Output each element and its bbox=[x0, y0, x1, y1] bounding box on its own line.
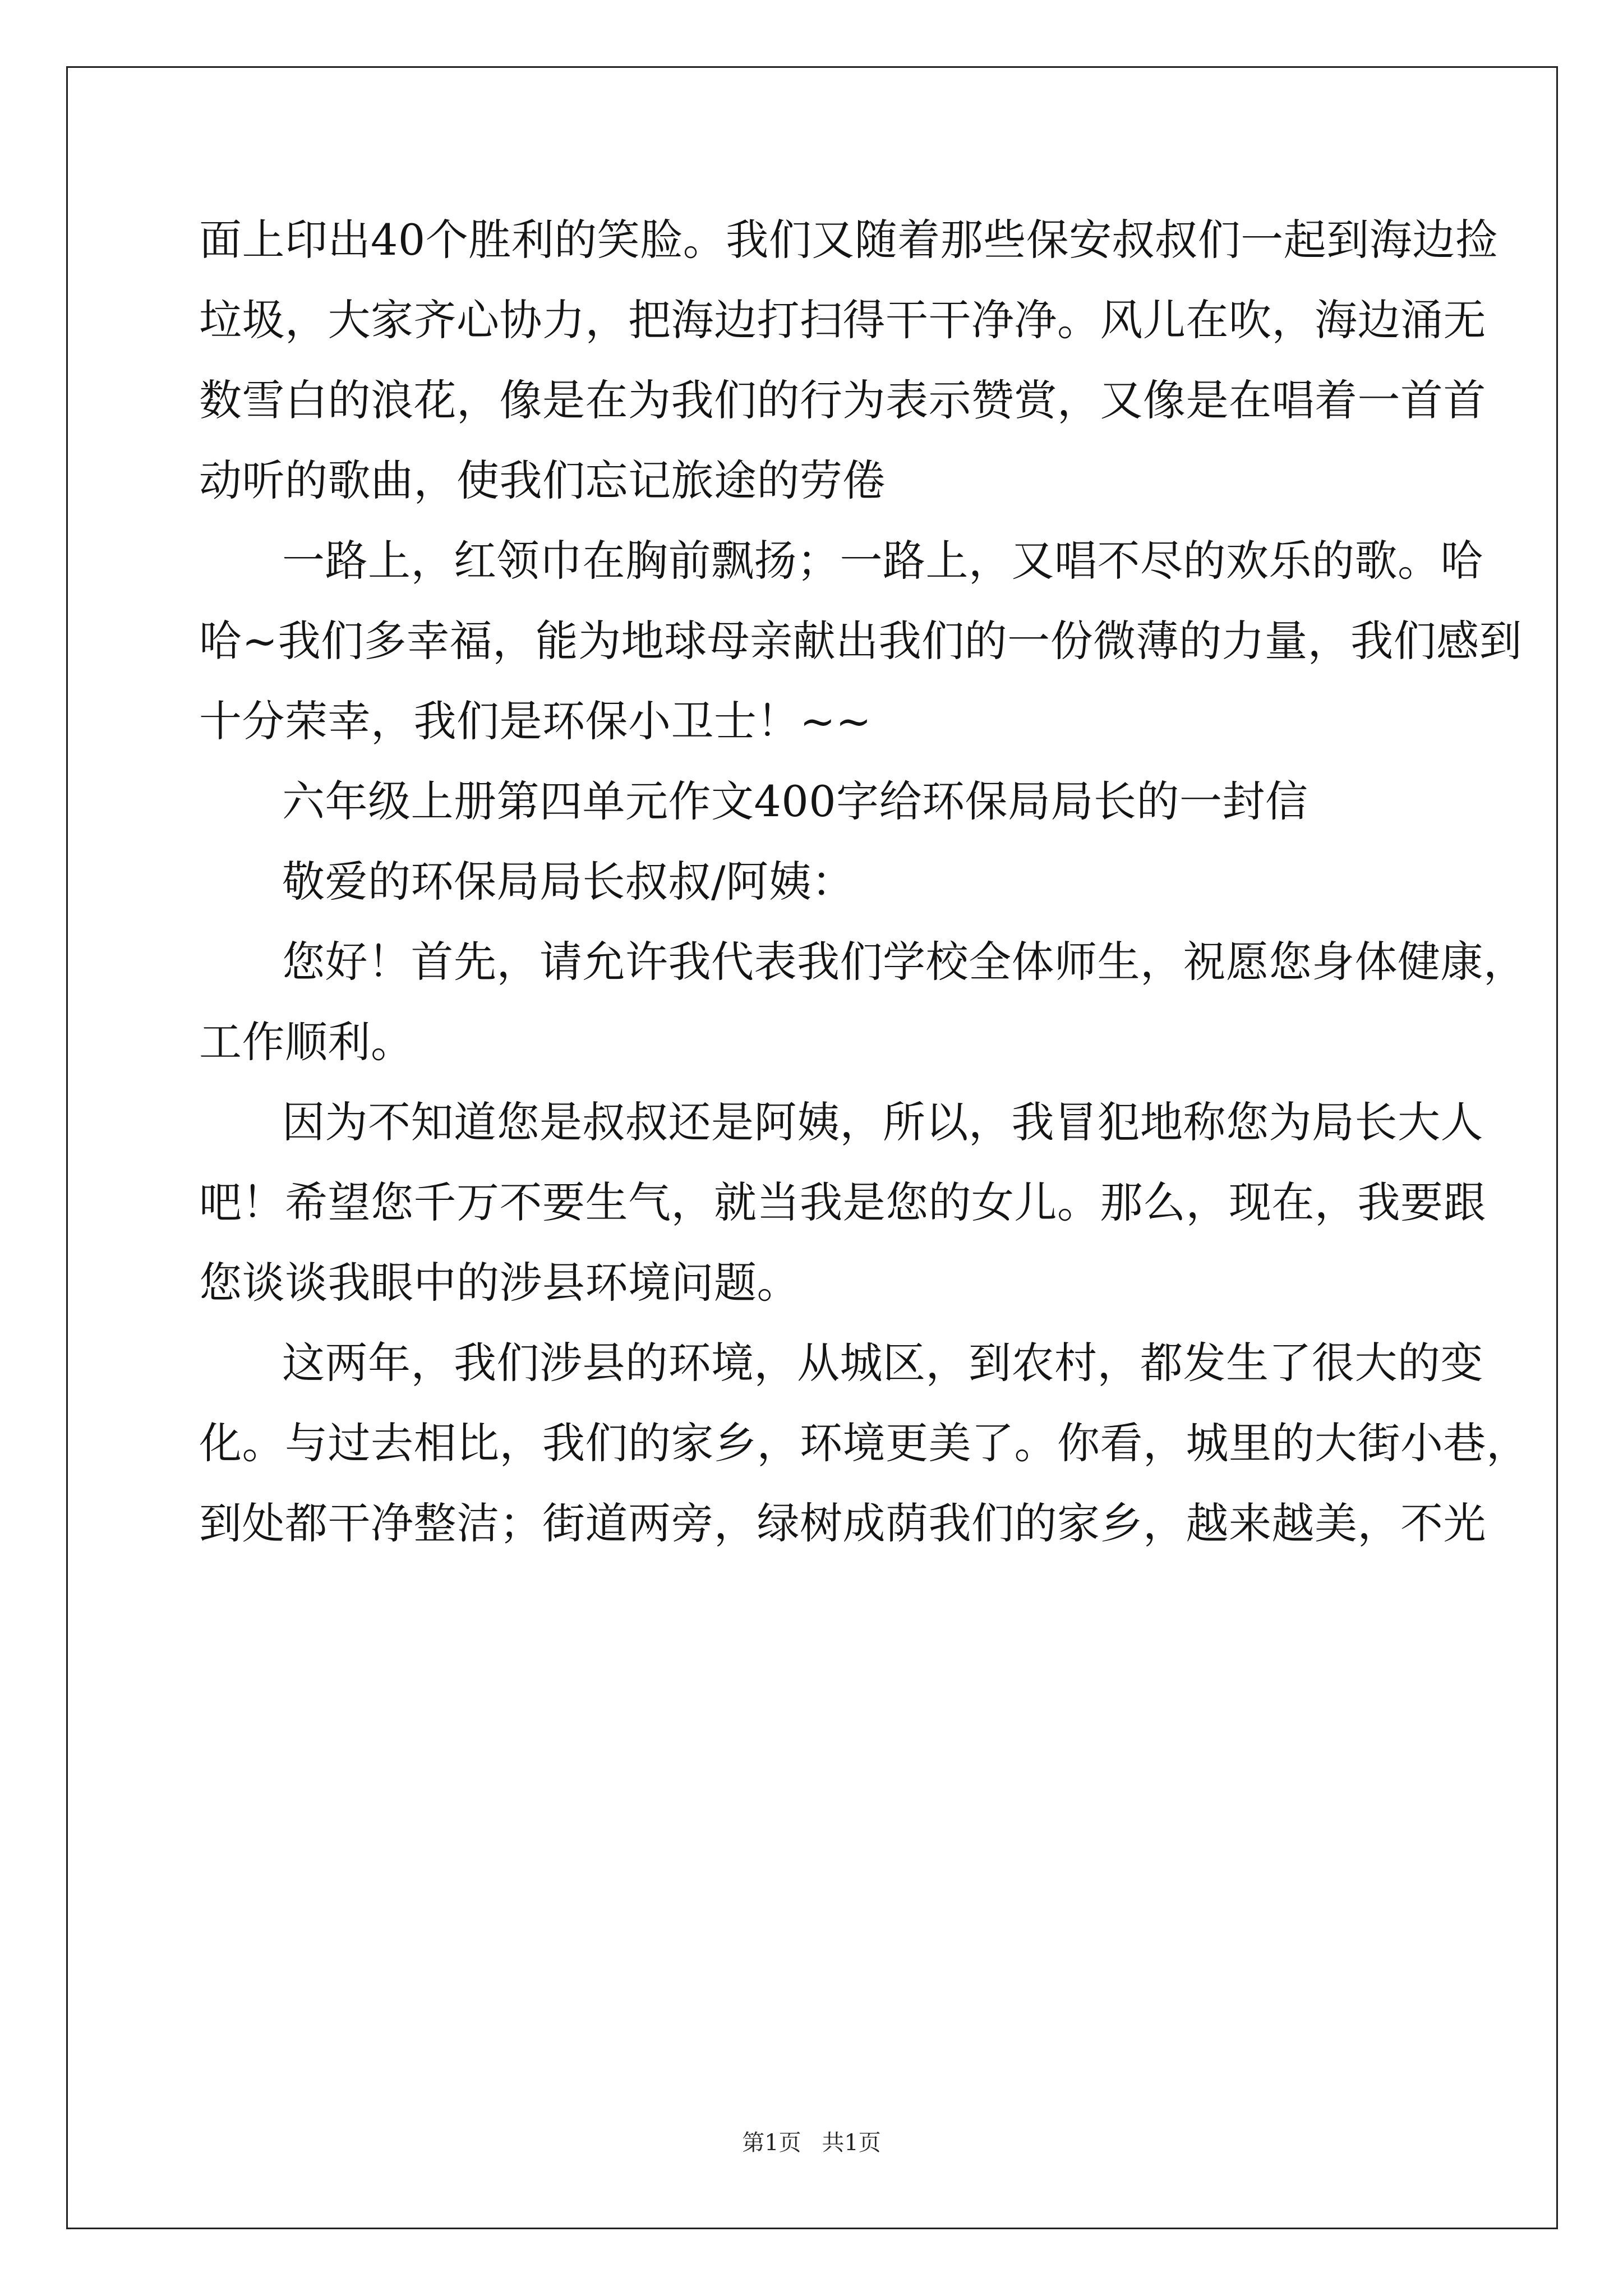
text-line: 动听的歌曲，使我们忘记旅途的劳倦 bbox=[199, 455, 886, 505]
text-line: 化。与过去相比，我们的家乡，环境更美了。你看，城里的大街小巷， bbox=[199, 1418, 1529, 1468]
text-line: 您好！首先，请允许我代表我们学校全体师生，祝愿您身体健康， bbox=[282, 937, 1527, 987]
text-line: 哈~我们多幸福，能为地球母亲献出我们的一份微薄的力量，我们感到 bbox=[199, 616, 1523, 666]
text-line: 数雪白的浪花，像是在为我们的行为表示赞赏，又像是在唱着一首首 bbox=[199, 375, 1486, 425]
text-line: 到处都干净整洁；街道两旁，绿树成荫我们的家乡，越来越美，不光 bbox=[199, 1498, 1486, 1548]
page-total: 共1页 bbox=[822, 2130, 881, 2156]
text-line: 吧！希望您千万不要生气，就当我是您的女儿。那么，现在，我要跟 bbox=[199, 1177, 1486, 1227]
text-line: 面上印出40个胜利的笑脸。我们又随着那些保安叔叔们一起到海边捡 bbox=[199, 215, 1498, 265]
text-line: 垃圾，大家齐心协力，把海边打扫得干干净净。风儿在吹，海边涌无 bbox=[199, 295, 1486, 345]
text-line: 十分荣幸，我们是环保小卫士！~~ bbox=[199, 696, 872, 746]
text-line: 一路上，红领巾在胸前飘扬；一路上，又唱不尽的欢乐的歌。哈 bbox=[282, 536, 1483, 586]
page-footer bbox=[0, 2126, 1623, 2160]
text-line: 因为不知道您是叔叔还是阿姨，所以，我冒犯地称您为局长大人 bbox=[282, 1097, 1483, 1147]
text-line: 您谈谈我眼中的涉县环境问题。 bbox=[199, 1258, 800, 1308]
text-line: 工作顺利。 bbox=[199, 1017, 414, 1067]
salutation: 敬爱的环保局局长叔叔/阿姨： bbox=[282, 857, 855, 907]
text-line: 这两年，我们涉县的环境，从城区，到农村，都发生了很大的变 bbox=[282, 1338, 1483, 1388]
essay-title: 六年级上册第四单元作文400字给环保局局长的一封信 bbox=[282, 776, 1308, 826]
page-number: 第1页 bbox=[742, 2130, 801, 2156]
